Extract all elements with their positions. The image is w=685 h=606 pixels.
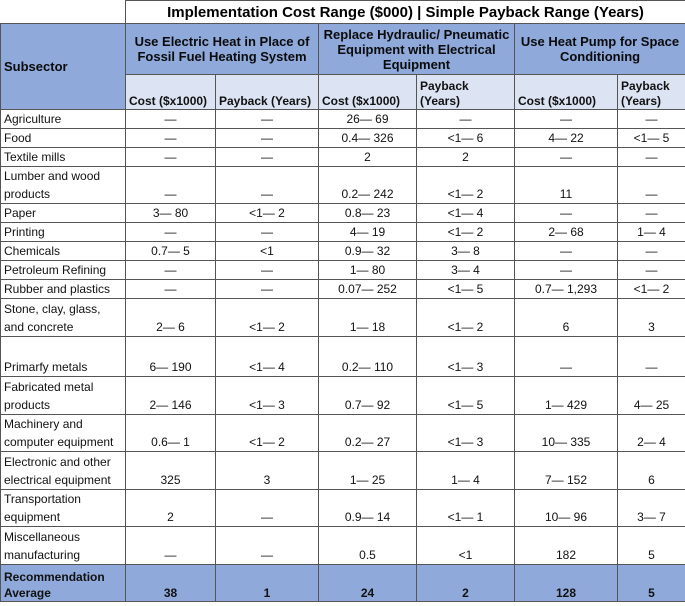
table-row bbox=[1, 204, 685, 223]
table-cell: 2— 4 bbox=[618, 415, 685, 452]
table-cell: 3— 80 bbox=[126, 204, 216, 223]
table-cell: — bbox=[618, 242, 685, 261]
subsector-name: Printing bbox=[1, 223, 126, 242]
table-cell: — bbox=[216, 261, 319, 280]
table-cell: — bbox=[618, 337, 685, 377]
table-cell: — bbox=[216, 223, 319, 242]
table-cell: 0.4— 326 bbox=[319, 129, 417, 148]
table-cell: — bbox=[515, 110, 618, 129]
table-cell: 0.7— 5 bbox=[126, 242, 216, 261]
table-cell: 0.07— 252 bbox=[319, 280, 417, 299]
sub-header-cost: Cost ($x1000) bbox=[319, 75, 417, 110]
subsector-name: Fabricated metal products bbox=[1, 377, 126, 415]
table-cell: 3 bbox=[216, 452, 319, 490]
table-row bbox=[1, 261, 685, 280]
table-cell: — bbox=[216, 129, 319, 148]
table-cell: <1— 2 bbox=[417, 299, 515, 337]
table-cell: 0.6— 1 bbox=[126, 415, 216, 452]
table-row bbox=[1, 129, 685, 148]
table-cell: 4— 25 bbox=[618, 377, 685, 415]
table-cell: <1— 3 bbox=[417, 415, 515, 452]
table-cell: 5 bbox=[618, 527, 685, 565]
group-header-replace-hydraulic: Replace Hydraulic/ Pneumatic Equipment with Electrical Equipment bbox=[319, 24, 515, 75]
table-cell: 0.2— 110 bbox=[319, 337, 417, 377]
table-cell: 4— 22 bbox=[515, 129, 618, 148]
table-cell: 2 bbox=[417, 148, 515, 167]
table-row bbox=[1, 223, 685, 242]
table-cell: — bbox=[126, 280, 216, 299]
table-cell: — bbox=[126, 223, 216, 242]
table-cell: 2 bbox=[319, 148, 417, 167]
table-cell: 1— 4 bbox=[618, 223, 685, 242]
table-cell: — bbox=[216, 110, 319, 129]
table-cell: 0.2— 242 bbox=[319, 167, 417, 204]
subsector-name: Lumber and wood products bbox=[1, 167, 126, 204]
table-cell: <1 bbox=[216, 242, 319, 261]
table-cell: 3 bbox=[618, 299, 685, 337]
sub-header-cost: Cost ($x1000) bbox=[126, 75, 216, 110]
table-row bbox=[1, 452, 685, 490]
table-cell: <1— 5 bbox=[618, 129, 685, 148]
table-cell: 7— 152 bbox=[515, 452, 618, 490]
table-cell: 10— 96 bbox=[515, 490, 618, 527]
subsector-name: Food bbox=[1, 129, 126, 148]
table-cell: — bbox=[216, 167, 319, 204]
subsector-name: Machinery and computer equipment bbox=[1, 415, 126, 452]
sub-header-cost: Cost ($x1000) bbox=[515, 75, 618, 110]
average-cell: 38 bbox=[126, 565, 216, 602]
sub-header-payback: Payback (Years) bbox=[216, 75, 319, 110]
average-cell: 1 bbox=[216, 565, 319, 602]
table-cell: — bbox=[618, 261, 685, 280]
average-cell: 5 bbox=[618, 565, 685, 602]
subsector-header: Subsector bbox=[1, 24, 126, 110]
table-cell: <1— 3 bbox=[216, 377, 319, 415]
table-row bbox=[1, 242, 685, 261]
table-row bbox=[1, 490, 685, 527]
subsector-name: Petroleum Refining bbox=[1, 261, 126, 280]
subsector-name: Agriculture bbox=[1, 110, 126, 129]
table-cell: — bbox=[515, 242, 618, 261]
subsector-name: Primarfy metals bbox=[1, 337, 126, 377]
table-cell: 10— 335 bbox=[515, 415, 618, 452]
table-cell: 6— 190 bbox=[126, 337, 216, 377]
table-cell: — bbox=[618, 167, 685, 204]
table-cell: 0.8— 23 bbox=[319, 204, 417, 223]
table-cell: <1— 5 bbox=[417, 377, 515, 415]
table-cell: — bbox=[126, 527, 216, 565]
subsector-name: Textile mills bbox=[1, 148, 126, 167]
subsector-name: Miscellaneous manufacturing bbox=[1, 527, 126, 565]
table-cell: 2— 68 bbox=[515, 223, 618, 242]
table-cell: 2— 146 bbox=[126, 377, 216, 415]
table-cell: <1— 2 bbox=[618, 280, 685, 299]
table-cell: — bbox=[126, 167, 216, 204]
average-cell: 2 bbox=[417, 565, 515, 602]
table-cell: 3— 4 bbox=[417, 261, 515, 280]
table-cell: 1— 25 bbox=[319, 452, 417, 490]
subsector-name: Transportation equipment bbox=[1, 490, 126, 527]
table-cell: 6 bbox=[618, 452, 685, 490]
table-cell: — bbox=[618, 204, 685, 223]
table-cell: 1— 4 bbox=[417, 452, 515, 490]
table-cell: 0.5 bbox=[319, 527, 417, 565]
table-cell: 4— 19 bbox=[319, 223, 417, 242]
table-cell: — bbox=[618, 110, 685, 129]
average-cell: 24 bbox=[319, 565, 417, 602]
subsector-name: Chemicals bbox=[1, 242, 126, 261]
table-cell: <1— 2 bbox=[417, 223, 515, 242]
table-cell: — bbox=[515, 148, 618, 167]
table-cell: — bbox=[515, 261, 618, 280]
table-cell: — bbox=[417, 110, 515, 129]
table-cell: — bbox=[515, 204, 618, 223]
table-cell: 2 bbox=[126, 490, 216, 527]
table-cell: 1— 18 bbox=[319, 299, 417, 337]
table-cell: 26— 69 bbox=[319, 110, 417, 129]
table-cell: 11 bbox=[515, 167, 618, 204]
table-row bbox=[1, 110, 685, 129]
table-cell: — bbox=[216, 490, 319, 527]
table-cell: <1— 2 bbox=[216, 415, 319, 452]
table-cell: <1 bbox=[417, 527, 515, 565]
table-cell: 3— 7 bbox=[618, 490, 685, 527]
table-cell: <1— 4 bbox=[216, 337, 319, 377]
table-cell: <1— 5 bbox=[417, 280, 515, 299]
average-label: Recommendation Average bbox=[1, 565, 126, 602]
table-cell: 3— 8 bbox=[417, 242, 515, 261]
table-title: Implementation Cost Range ($000) | Simple Payback Range (Years) bbox=[126, 1, 685, 24]
table-cell: <1— 6 bbox=[417, 129, 515, 148]
table-cell: 0.2— 27 bbox=[319, 415, 417, 452]
table-cell: 1— 429 bbox=[515, 377, 618, 415]
table-row bbox=[1, 337, 685, 377]
table-cell: 0.9— 14 bbox=[319, 490, 417, 527]
average-cell: 128 bbox=[515, 565, 618, 602]
table-row bbox=[1, 167, 685, 204]
sub-header-payback: Payback (Years) bbox=[417, 75, 515, 110]
table-cell: — bbox=[126, 261, 216, 280]
table-cell: 325 bbox=[126, 452, 216, 490]
subsector-name: Rubber and plastics bbox=[1, 280, 126, 299]
subsector-name: Electronic and other electrical equipment bbox=[1, 452, 126, 490]
table-cell: 0.7— 1,293 bbox=[515, 280, 618, 299]
table-cell: — bbox=[216, 527, 319, 565]
table-cell: — bbox=[126, 148, 216, 167]
group-header-heat-pump: Use Heat Pump for Space Conditioning bbox=[515, 24, 685, 75]
table-cell: <1— 2 bbox=[216, 204, 319, 223]
table-cell: <1— 1 bbox=[417, 490, 515, 527]
table-cell: 182 bbox=[515, 527, 618, 565]
table-cell: — bbox=[126, 110, 216, 129]
table-row bbox=[1, 299, 685, 337]
table-cell: 0.7— 92 bbox=[319, 377, 417, 415]
table-row bbox=[1, 527, 685, 565]
table-cell: — bbox=[216, 280, 319, 299]
group-header-electric-heat: Use Electric Heat in Place of Fossil Fuel Heating System bbox=[126, 24, 319, 75]
sub-header-payback: Payback (Years) bbox=[618, 75, 685, 110]
table-cell: <1— 4 bbox=[417, 204, 515, 223]
table-cell: <1— 2 bbox=[417, 167, 515, 204]
subsector-name: Paper bbox=[1, 204, 126, 223]
average-row bbox=[1, 565, 685, 602]
table-cell: — bbox=[216, 148, 319, 167]
table-cell: 0.9— 32 bbox=[319, 242, 417, 261]
corner-cell bbox=[1, 1, 126, 24]
table-row bbox=[1, 377, 685, 415]
table-cell: <1— 2 bbox=[216, 299, 319, 337]
table-row bbox=[1, 148, 685, 167]
table-cell: 6 bbox=[515, 299, 618, 337]
table-cell: — bbox=[515, 337, 618, 377]
table-cell: <1— 3 bbox=[417, 337, 515, 377]
table-cell: 2— 6 bbox=[126, 299, 216, 337]
table-body bbox=[1, 110, 685, 565]
subsector-name: Stone, clay, glass, and concrete bbox=[1, 299, 126, 337]
table-row bbox=[1, 280, 685, 299]
table-cell: — bbox=[618, 148, 685, 167]
table-cell: 1— 80 bbox=[319, 261, 417, 280]
table-row bbox=[1, 415, 685, 452]
table-cell: — bbox=[126, 129, 216, 148]
